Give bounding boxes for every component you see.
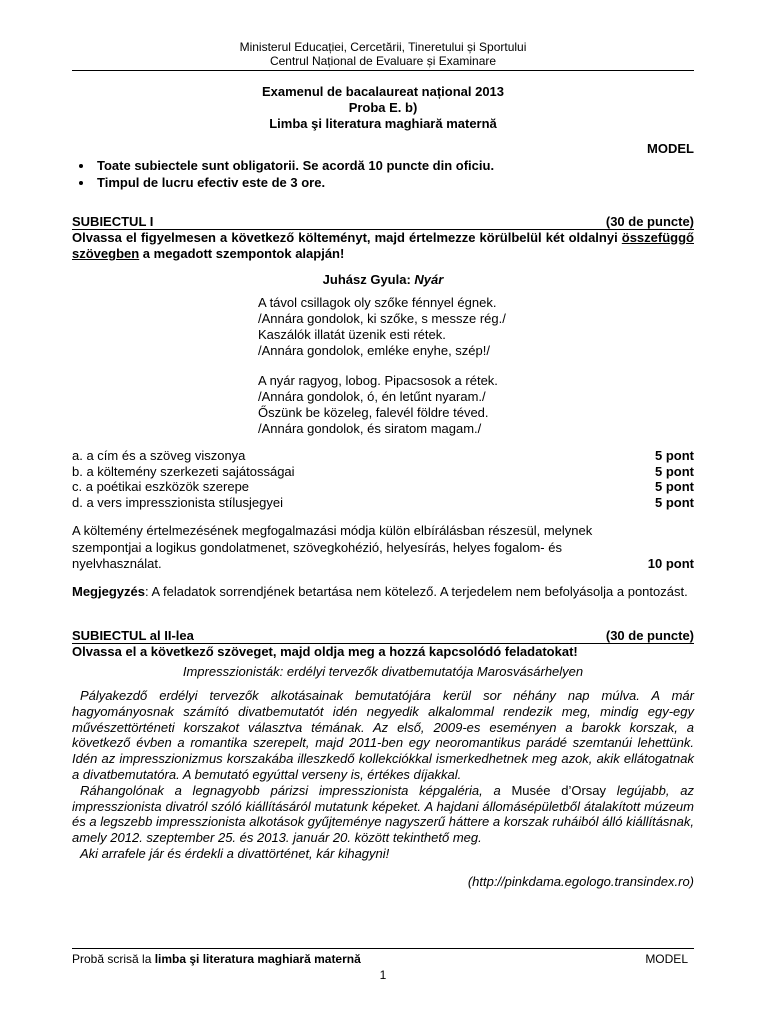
criterion-row <box>72 448 694 464</box>
poem-author: Juhász Gyula: <box>322 272 415 287</box>
instr-underlined: összefüggő szövegben <box>72 230 694 261</box>
poem-line: Őszünk be közeleg, falevél földre téved. <box>258 405 489 420</box>
museum-name: Musée d’Orsay <box>511 782 606 798</box>
instr-text-end: a megadott szempontok alapján! <box>139 246 345 261</box>
article-source: (http://pinkdama.egologo.transindex.ro) <box>467 873 694 889</box>
stanza-2 <box>258 373 694 437</box>
criterion-label: c. a poétikai eszközök szerepe <box>72 479 250 494</box>
subject1-heading <box>72 214 694 230</box>
evaluation-paragraph <box>72 523 694 573</box>
subject2-instructions: Olvassa el a következő szöveget, majd oldja meg a hozzá kapcsolódó feladatokat! <box>72 644 578 659</box>
paragraph-line: szempontjai a logikus gondolatmenet, szövegkohézió, helyesírás, helyes fogalom- és <box>72 539 562 555</box>
poem-line: A távol csillagok oly szőke fénnyel égnek. <box>258 295 497 310</box>
note-label: Megjegyzés <box>72 583 145 599</box>
poem-line: /Annára gondolok, ó, én letűnt nyaram./ <box>258 389 486 404</box>
poem-line: /Annára gondolok, emléke enyhe, szép!/ <box>258 343 490 358</box>
footer-subject: limba şi literatura maghiară maternă <box>154 952 361 966</box>
poem-heading <box>72 272 694 288</box>
criterion-label: b. a költemény szerkezeti sajátosságai <box>72 463 295 479</box>
poem-line: /Annára gondolok, és siratom magam./ <box>258 421 482 436</box>
subject1-title: SUBIECTUL I <box>72 214 154 229</box>
article-paragraph: Pályakezdő erdélyi tervezők alkotásainak bemutatójára kerül sor néhány nap múlva. A már hagyományosnak számító divatbemutatót idén negyedik alkalommal rendezik meg, mindig egy-egy művészettörténeti korszakot választva témának. Az első, 2009-es eseményen a barokk korszak, a következő évben a romantika szerepelt, majd 2011-ben egy neoromantikus parádé szemtanúi lehettünk. Idén az impresszionizmus korszakába illeszkedő kollekciókkal ismerkedhetnek meg azok, akik ellátogatnak a divatbemutatóra. A bemutató egyúttal verseny is, értékes díjakkal. <box>72 688 694 782</box>
page-number: 1 <box>379 968 387 982</box>
criterion-points: 5 pont <box>655 448 694 463</box>
footer-model: MODEL <box>645 952 688 966</box>
subject1-points: (30 de puncte) <box>605 214 694 229</box>
criterion-label: d. a vers impresszionista stílusjegyei <box>72 494 283 510</box>
criterion-row <box>72 479 694 495</box>
criterion-label: a. a cím és a szöveg viszonya <box>72 448 246 463</box>
poem-line: Kaszálók illatát üzenik esti rétek. <box>258 327 446 342</box>
exam-subject: Limba şi literatura maghiară maternă <box>269 116 497 131</box>
footer-prefix: Probă scrisă la <box>72 952 155 966</box>
subject2-points: (30 de puncte) <box>605 628 694 643</box>
paragraph-points: 10 pont <box>647 556 694 571</box>
criterion-points: 5 pont <box>655 494 694 510</box>
article-body <box>72 688 694 862</box>
criterion-points: 5 pont <box>655 479 694 494</box>
poem-title: Nyár <box>414 272 444 287</box>
article-title: Impresszionisták: erdélyi tervezők divatbemutatója Marosvásárhelyen <box>182 664 584 679</box>
note <box>72 584 694 601</box>
exam-proba: Proba E. b) <box>348 100 418 115</box>
instr-text: Olvassa el figyelmesen a következő költeményt, majd értelmezze körülbelül két oldalnyi <box>72 230 622 245</box>
model-label: MODEL <box>647 141 694 156</box>
rule-item: • Toate subiectele sunt obligatorii. Se acordă 10 puncte din oficiu. <box>94 157 694 174</box>
document-page <box>72 40 694 890</box>
paragraph-line: nyelvhasználat. <box>72 556 162 571</box>
subject1-instructions <box>72 230 694 262</box>
paragraph-last-line <box>72 556 694 573</box>
rule-item: • Timpul de lucru efectiv este de 3 ore. <box>94 174 694 191</box>
footer-line <box>72 949 694 966</box>
rules-list <box>72 157 694 191</box>
subject2-title: SUBIECTUL al II-lea <box>72 628 194 643</box>
article-text: Ráhangolónak a legnagyobb párizsi impresszionista képgaléria, a <box>80 782 512 798</box>
exam-title: Examenul de bacalaureat național 2013 <box>261 84 505 99</box>
note-text: : A feladatok sorrendjének betartása nem kötelező. A terjedelem nem befolyásolja a pontozást. <box>144 583 688 599</box>
subject2-heading <box>72 628 694 644</box>
center-name: Centrul Național de Evaluare și Examinare <box>269 54 497 68</box>
header-rule <box>72 70 694 71</box>
footer-left <box>72 952 361 966</box>
exam-title-block <box>72 84 694 132</box>
poem-line: /Annára gondolok, ki szőke, s messze rég./ <box>258 311 506 326</box>
criteria-list <box>72 448 694 510</box>
page-footer <box>72 948 694 982</box>
ministry-name: Ministerul Educației, Cercetării, Tineretului și Sportului <box>239 40 527 54</box>
article-paragraph: Aki arrafele jár és érdekli a divattörténet, kár kihagyni! <box>80 845 390 861</box>
poem <box>258 295 694 437</box>
criterion-row <box>72 495 694 511</box>
article-paragraph <box>72 783 694 846</box>
stanza-1 <box>258 295 694 359</box>
criterion-points: 5 pont <box>655 463 694 479</box>
poem-line: A nyár ragyog, lobog. Pipacsosok a rétek. <box>258 373 498 388</box>
paragraph-line: A költemény értelmezésének megfogalmazási módja külön elbírálásban részesül, melynek <box>72 523 593 538</box>
criterion-row <box>72 464 694 480</box>
article-text: legújabb, az impresszionista divatról szóló kiállításáról mutatunk képeket. A hajdani állomásépületből átalakított múzeum és a legszebb impresszionista alkotások gyűjteménye nagyszerű háttere a korszak ruháiból álló kiállításnak, amely 2012. szeptember 25. és 2013. január 20. között tekinthető meg. <box>72 782 694 846</box>
